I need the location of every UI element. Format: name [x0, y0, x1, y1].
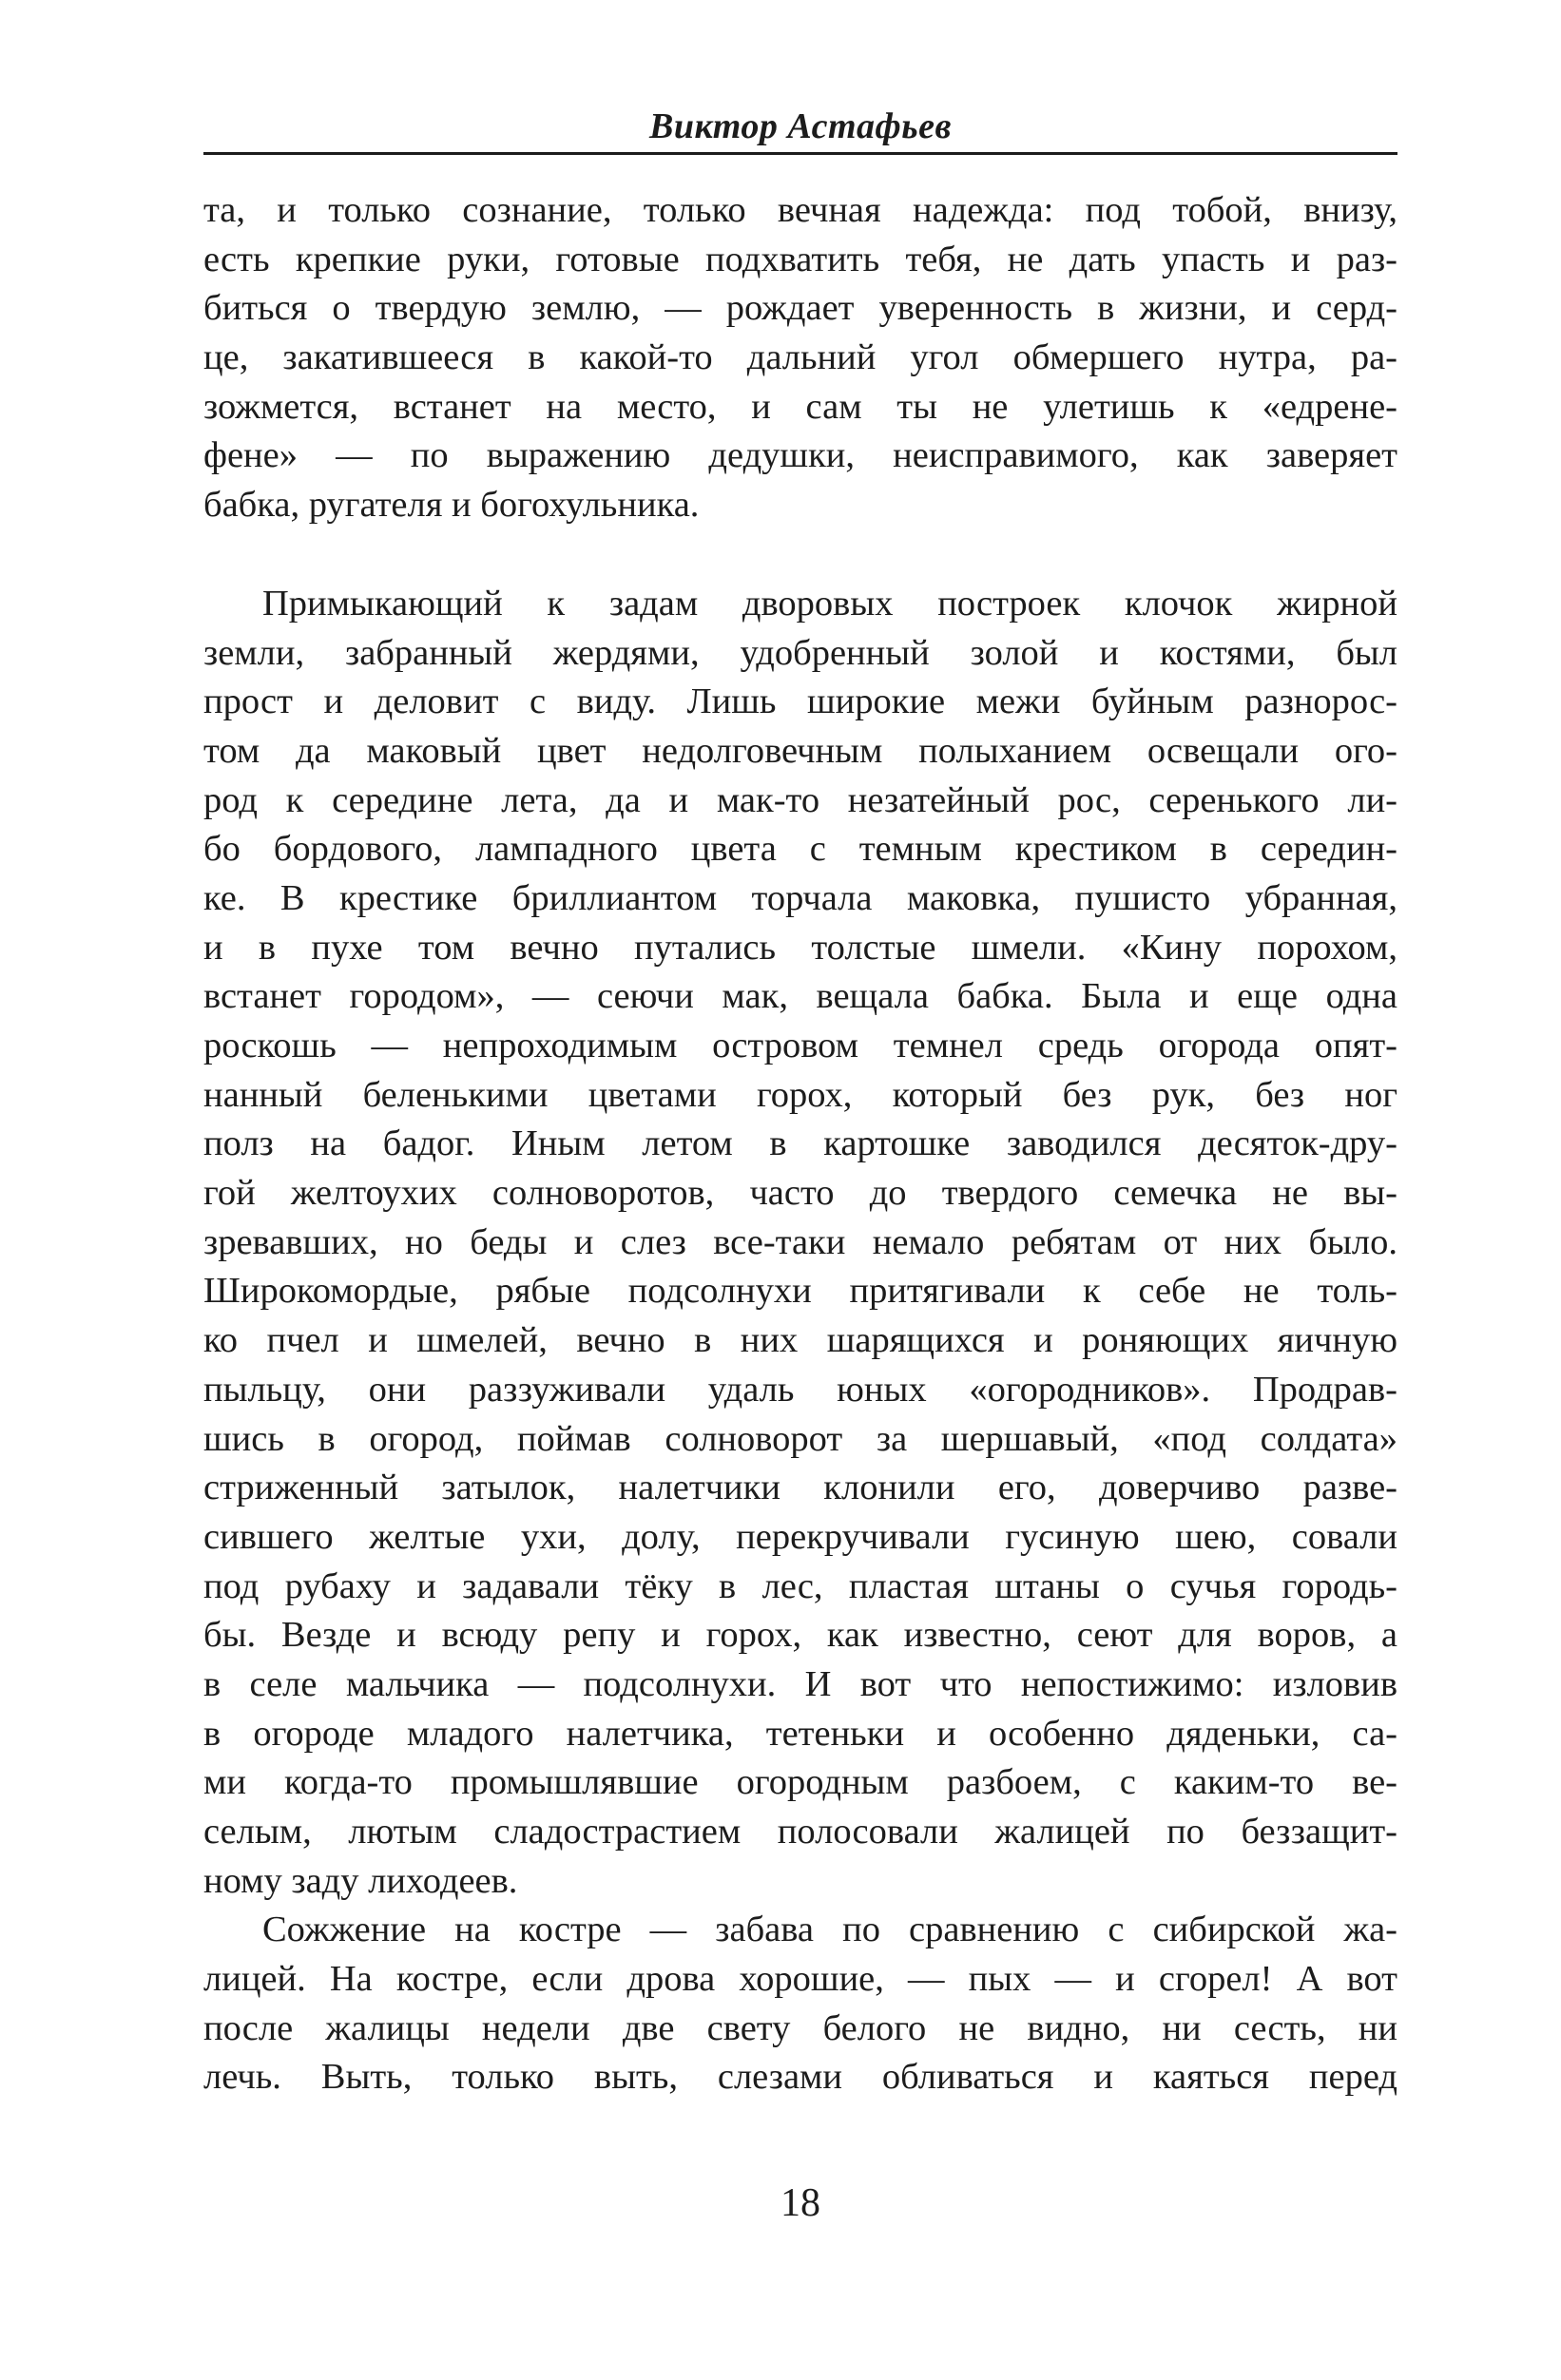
text-line: прост и деловит с виду. Лишь широкие межи буйным разнорос-	[203, 681, 1397, 722]
text-line: том да маковый цвет недолговечным полыханием освещали ого-	[203, 730, 1397, 771]
text-line: в огороде младого налетчика, тетеньки и особенно дяденьки, са-	[203, 1713, 1397, 1754]
text-line: полз на бадог. Иным летом в картошке заводился десяток-дру-	[203, 1123, 1397, 1164]
running-header-title: Виктор Астафьев	[649, 106, 952, 146]
text-line: лечь. Выть, только выть, слезами обливаться и каяться перед	[203, 2057, 1397, 2098]
text-line: зревавших, но беды и слез все-таки немало ребятам от них было.	[203, 1221, 1397, 1262]
text-line: земли, забранный жердями, удобренный золой и костями, был	[203, 632, 1397, 673]
text-line: бо бордового, лампадного цвета с темным крестиком в середин-	[203, 829, 1397, 870]
text-line: шись в огород, поймав солноворот за шершавый, «под солдата»	[203, 1418, 1397, 1459]
text-line: Сожжение на костре — забава по сравнению с сибирской жа-	[262, 1910, 1397, 1950]
text-line: в селе мальчика — подсолнухи. И вот что непостижимо: изловив	[203, 1663, 1397, 1704]
text-line: лицей. На костре, если дрова хорошие, — пых — и сгорел! А вот	[203, 1959, 1397, 2000]
text-line: та, и только сознание, только вечная надежда: под тобой, внизу,	[203, 190, 1397, 230]
text-line: це, закатившееся в какой-то дальний угол обмершего нутра, ра-	[203, 337, 1397, 378]
text-line: ному заду лиходеев.	[203, 1860, 518, 1901]
text-line: селым, лютым сладострастием полосовали жалицей по беззащит-	[203, 1812, 1397, 1852]
text-line: ми когда-то промышлявшие огородным разбоем, с каким-то ве-	[203, 1762, 1397, 1803]
text-line: пыльцу, они раззуживали удаль юных «огородников». Продрав-	[203, 1369, 1397, 1410]
text-line: роскошь — непроходимым островом темнел средь огорода опят-	[203, 1026, 1397, 1065]
text-line: есть крепкие руки, готовые подхватить тебя, не дать упасть и раз-	[203, 239, 1397, 279]
text-line: встанет городом», — сеючи мак, вещала бабка. Была и еще одна	[203, 976, 1397, 1017]
text-line: под рубаху и задавали тёку в лес, пластая штаны о сучья городь-	[203, 1565, 1397, 1606]
header-rule	[203, 152, 1397, 155]
text-line: гой желтоухих солноворотов, часто до твердого семечка не вы-	[203, 1173, 1397, 1214]
text-line: после жалицы недели две свету белого не видно, ни сесть, ни	[203, 2007, 1397, 2048]
text-line: ко пчел и шмелей, вечно в них шарящихся и роняющих яичную	[203, 1320, 1397, 1361]
page-number: 18	[780, 2181, 820, 2225]
text-line: биться о твердую землю, — рождает уверенность в жизни, и серд-	[203, 288, 1397, 329]
text-line: ке. В крестике бриллиантом торчала маковка, пушисто убранная,	[203, 877, 1397, 918]
text-line: фене» — по выражению дедушки, неисправимого, как заверяет	[203, 435, 1397, 476]
text-line: род к середине лета, да и мак-то незатейный рос, серенького ли-	[203, 779, 1397, 820]
text-line: сившего желтые ухи, долу, перекручивали гусиную шею, совали	[203, 1516, 1397, 1557]
text-line: зожмется, встанет на место, и сам ты не улетишь к «едрене-	[203, 386, 1397, 427]
text-line: бы. Везде и всюду репу и горох, как известно, сеют для воров, а	[203, 1615, 1397, 1656]
text-line: нанный беленькими цветами горох, который без рук, без ног	[203, 1074, 1397, 1115]
text-line: Широкомордые, рябые подсолнухи притягивали к себе не толь-	[203, 1271, 1397, 1312]
text-line: Примыкающий к задам дворовых построек клочок жирной	[262, 583, 1397, 624]
section-break	[203, 530, 1397, 580]
text-line: и в пухе том вечно путались толстые шмели. «Кину порохом,	[203, 927, 1397, 968]
text-line: стриженный затылок, налетчики клонили его, доверчиво разве-	[203, 1468, 1397, 1508]
body-text	[203, 186, 1397, 2102]
text-line: бабка, ругателя и богохульника.	[203, 485, 700, 526]
